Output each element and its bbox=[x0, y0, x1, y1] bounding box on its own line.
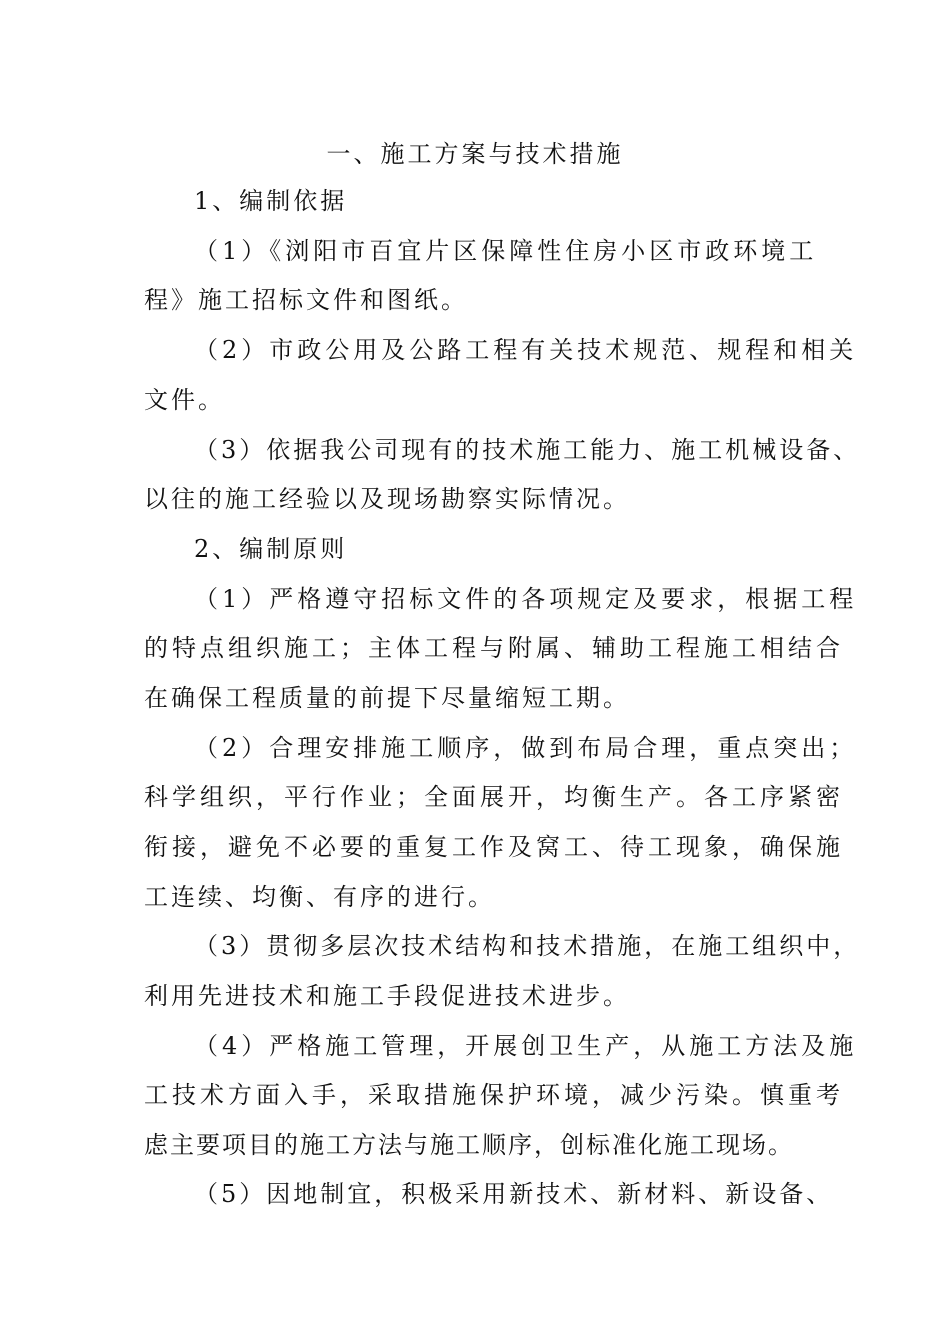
paragraph-line: 科学组织，平行作业；全面展开，均衡生产。各工序紧密 bbox=[144, 783, 844, 811]
paragraph-line: （1）《浏阳市百宜片区保障性住房小区市政环境工 bbox=[194, 237, 818, 265]
paragraph-line: （4）严格施工管理，开展创卫生产，从施工方法及施 bbox=[194, 1032, 858, 1060]
paragraph-line: 工技术方面入手，采取措施保护环境，减少污染。慎重考 bbox=[144, 1081, 844, 1109]
paragraph-line: 的特点组织施工；主体工程与附属、辅助工程施工相结合 bbox=[144, 634, 844, 662]
paragraph-line: 以往的施工经验以及现场勘察实际情况。 bbox=[144, 485, 630, 513]
paragraph-line: （2）市政公用及公路工程有关技术规范、规程和相关 bbox=[194, 336, 858, 364]
document-title: 一、施工方案与技术措施 bbox=[326, 140, 624, 168]
paragraph-line: （3）依据我公司现有的技术施工能力、施工机械设备、 bbox=[194, 436, 861, 464]
paragraph-line: 利用先进技术和施工手段促进技术进步。 bbox=[144, 982, 630, 1010]
paragraph-line: （3）贯彻多层次技术结构和技术措施，在施工组织中， bbox=[194, 932, 861, 960]
paragraph-line: 程》施工招标文件和图纸。 bbox=[144, 286, 468, 314]
paragraph-line: 工连续、均衡、有序的进行。 bbox=[144, 883, 495, 911]
paragraph-line: （5）因地制宜，积极采用新技术、新材料、新设备、 bbox=[194, 1180, 834, 1208]
paragraph-line: （2）合理安排施工顺序，做到布局合理，重点突出； bbox=[194, 734, 858, 762]
paragraph-line: 文件。 bbox=[144, 386, 225, 414]
paragraph-line: 衔接，避免不必要的重复工作及窝工、待工现象，确保施 bbox=[144, 833, 844, 861]
paragraph-line: 虑主要项目的施工方法与施工顺序，创标准化施工现场。 bbox=[144, 1131, 794, 1159]
section-heading-basis: 1、编制依据 bbox=[194, 187, 348, 215]
paragraph-line: 在确保工程质量的前提下尽量缩短工期。 bbox=[144, 684, 630, 712]
paragraph-line: （1）严格遵守招标文件的各项规定及要求，根据工程 bbox=[194, 585, 858, 613]
section-heading-principles: 2、编制原则 bbox=[194, 535, 348, 563]
